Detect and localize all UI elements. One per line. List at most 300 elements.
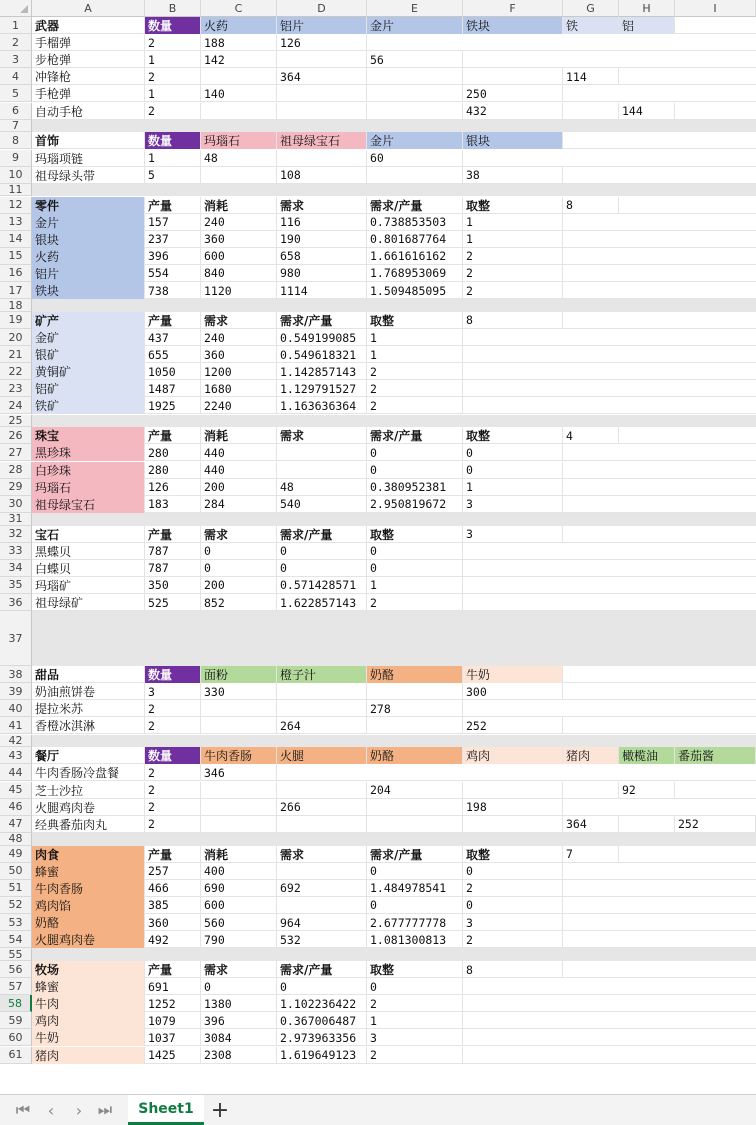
cell-b57[interactable]: 691 xyxy=(145,978,201,995)
first-sheet-icon[interactable]: ⏮ xyxy=(15,1100,31,1119)
cell-a59[interactable]: 鸡肉 xyxy=(32,1012,145,1029)
cell-d32[interactable]: 需求/产量 xyxy=(277,526,367,543)
cell-c46[interactable] xyxy=(201,799,277,816)
cell-d57[interactable]: 0 xyxy=(277,978,367,995)
cell-c5[interactable]: 140 xyxy=(201,85,277,102)
cell-c41[interactable] xyxy=(201,717,277,734)
cell-a43[interactable]: 餐厅 xyxy=(32,747,145,764)
cell-b20[interactable]: 437 xyxy=(145,329,201,346)
cell-c28[interactable]: 440 xyxy=(201,462,277,479)
prev-sheet-icon[interactable]: ‹ xyxy=(47,1100,55,1120)
cell-e14[interactable]: 0.801687764 xyxy=(367,231,463,248)
cell-e8[interactable]: 金片 xyxy=(367,132,463,149)
row-header-43[interactable]: 43 xyxy=(0,747,32,764)
cell-e41[interactable] xyxy=(367,717,463,734)
cell-c30[interactable]: 284 xyxy=(201,496,277,513)
cell-d38[interactable]: 橙子汁 xyxy=(277,666,367,683)
cell-f46[interactable]: 198 xyxy=(463,799,563,816)
cell-a60[interactable]: 牛奶 xyxy=(32,1029,145,1046)
row-header-11[interactable]: 11 xyxy=(0,184,32,197)
cell-b24[interactable]: 1925 xyxy=(145,397,201,414)
cell-a21[interactable]: 银矿 xyxy=(32,346,145,363)
cell-c44[interactable]: 346 xyxy=(201,764,277,781)
cell-d5[interactable] xyxy=(277,85,367,102)
cell-b26[interactable]: 产量 xyxy=(145,427,201,444)
cell-d24[interactable]: 1.163636364 xyxy=(277,397,367,414)
cell-d43[interactable]: 火腿 xyxy=(277,747,367,764)
row-header-44[interactable]: 44 xyxy=(0,764,32,781)
cell-a6[interactable]: 自动手枪 xyxy=(32,103,145,120)
separator-row[interactable] xyxy=(32,611,756,666)
cell-f27[interactable]: 0 xyxy=(463,444,563,461)
cell-b58[interactable]: 1252 xyxy=(145,995,201,1012)
cell-a50[interactable]: 蜂蜜 xyxy=(32,863,145,880)
column-header-b[interactable]: B xyxy=(145,0,201,17)
row-header-27[interactable]: 27 xyxy=(0,444,32,461)
cell-a5[interactable]: 手枪弹 xyxy=(32,85,145,102)
cell-a10[interactable]: 祖母绿头带 xyxy=(32,167,145,184)
cell-c2[interactable]: 188 xyxy=(201,34,277,51)
separator-row[interactable] xyxy=(32,833,756,846)
cell-c26[interactable]: 消耗 xyxy=(201,427,277,444)
row-header-56[interactable]: 56 xyxy=(0,961,32,978)
cell-b39[interactable]: 3 xyxy=(145,683,201,700)
cell-c12[interactable]: 消耗 xyxy=(201,197,277,214)
row-header-4[interactable]: 4 xyxy=(0,68,32,85)
cell-b43[interactable]: 数量 xyxy=(145,747,201,764)
row-header-33[interactable]: 33 xyxy=(0,543,32,560)
cell-b4[interactable]: 2 xyxy=(145,68,201,85)
cell-a30[interactable]: 祖母绿宝石 xyxy=(32,496,145,513)
cell-b21[interactable]: 655 xyxy=(145,346,201,363)
row-header-58[interactable]: 58 xyxy=(0,995,32,1012)
cell-c54[interactable]: 790 xyxy=(201,931,277,948)
cell-b53[interactable]: 360 xyxy=(145,914,201,931)
cell-a58[interactable]: 牛肉 xyxy=(32,995,145,1012)
cell-b30[interactable]: 183 xyxy=(145,496,201,513)
cell-b50[interactable]: 257 xyxy=(145,863,201,880)
cell-c50[interactable]: 400 xyxy=(201,863,277,880)
cell-b9[interactable]: 1 xyxy=(145,150,201,167)
cell-e24[interactable]: 2 xyxy=(367,397,463,414)
tab-sheet1[interactable]: Sheet1 xyxy=(128,1095,204,1125)
cell-b12[interactable]: 产量 xyxy=(145,197,201,214)
cell-f50[interactable]: 0 xyxy=(463,863,563,880)
cell-e52[interactable]: 0 xyxy=(367,897,463,914)
cell-c52[interactable]: 600 xyxy=(201,897,277,914)
cell-c6[interactable] xyxy=(201,103,277,120)
row-header-45[interactable]: 45 xyxy=(0,782,32,799)
cell-f14[interactable]: 1 xyxy=(463,231,563,248)
cell-c19[interactable]: 需求 xyxy=(201,312,277,329)
cell-a4[interactable]: 冲锋枪 xyxy=(32,68,145,85)
cell-b19[interactable]: 产量 xyxy=(145,312,201,329)
cell-e16[interactable]: 1.768953069 xyxy=(367,265,463,282)
cell-b38[interactable]: 数量 xyxy=(145,666,201,683)
cell-e36[interactable]: 2 xyxy=(367,594,463,611)
cell-e34[interactable]: 0 xyxy=(367,560,463,577)
cell-a15[interactable]: 火药 xyxy=(32,248,145,265)
cell-b36[interactable]: 525 xyxy=(145,594,201,611)
cell-c35[interactable]: 200 xyxy=(201,577,277,594)
cell-g12[interactable]: 8 xyxy=(563,197,619,214)
cell-c29[interactable]: 200 xyxy=(201,479,277,496)
cell-a35[interactable]: 玛瑙矿 xyxy=(32,577,145,594)
cell-b6[interactable]: 2 xyxy=(145,103,201,120)
cell-b33[interactable]: 787 xyxy=(145,543,201,560)
cell-g6[interactable] xyxy=(563,103,619,120)
row-header-14[interactable]: 14 xyxy=(0,231,32,248)
cell-d15[interactable]: 658 xyxy=(277,248,367,265)
cell-e4[interactable] xyxy=(367,68,463,85)
cell-f26[interactable]: 取整 xyxy=(463,427,563,444)
cell-c27[interactable]: 440 xyxy=(201,444,277,461)
cell-e33[interactable]: 0 xyxy=(367,543,463,560)
row-header-24[interactable]: 24 xyxy=(0,397,32,414)
cell-e56[interactable]: 取整 xyxy=(367,961,463,978)
cell-c36[interactable]: 852 xyxy=(201,594,277,611)
cell-a26[interactable]: 珠宝 xyxy=(32,427,145,444)
cell-a53[interactable]: 奶酪 xyxy=(32,914,145,931)
cell-d50[interactable] xyxy=(277,863,367,880)
cell-a12[interactable]: 零件 xyxy=(32,197,145,214)
row-header-3[interactable]: 3 xyxy=(0,51,32,68)
cell-a39[interactable]: 奶油煎饼卷 xyxy=(32,683,145,700)
column-header-c[interactable]: C xyxy=(201,0,277,17)
cell-d12[interactable]: 需求 xyxy=(277,197,367,214)
cell-e53[interactable]: 2.677777778 xyxy=(367,914,463,931)
column-header-e[interactable]: E xyxy=(367,0,463,17)
row-header-52[interactable]: 52 xyxy=(0,897,32,914)
cell-d3[interactable] xyxy=(277,51,367,68)
cell-d52[interactable] xyxy=(277,897,367,914)
cell-e43[interactable]: 奶酪 xyxy=(367,747,463,764)
row-header-32[interactable]: 32 xyxy=(0,526,32,543)
cell-f29[interactable]: 1 xyxy=(463,479,563,496)
cell-e6[interactable] xyxy=(367,103,463,120)
cell-e38[interactable]: 奶酪 xyxy=(367,666,463,683)
cell-a52[interactable]: 鸡肉馅 xyxy=(32,897,145,914)
cell-a27[interactable]: 黑珍珠 xyxy=(32,444,145,461)
select-all-corner[interactable] xyxy=(0,0,32,17)
cell-d19[interactable]: 需求/产量 xyxy=(277,312,367,329)
cell-d26[interactable]: 需求 xyxy=(277,427,367,444)
last-sheet-icon[interactable]: ⏭ xyxy=(97,1100,113,1119)
row-header-25[interactable]: 25 xyxy=(0,415,32,428)
row-header-28[interactable]: 28 xyxy=(0,462,32,479)
cell-b27[interactable]: 280 xyxy=(145,444,201,461)
cell-f49[interactable]: 取整 xyxy=(463,846,563,863)
cell-e40[interactable]: 278 xyxy=(367,700,463,717)
cell-c38[interactable]: 面粉 xyxy=(201,666,277,683)
row-header-22[interactable]: 22 xyxy=(0,363,32,380)
cell-e35[interactable]: 1 xyxy=(367,577,463,594)
cell-a34[interactable]: 白蝶贝 xyxy=(32,560,145,577)
cell-e54[interactable]: 1.081300813 xyxy=(367,931,463,948)
cell-b10[interactable]: 5 xyxy=(145,167,201,184)
cell-e45[interactable]: 204 xyxy=(367,782,463,799)
row-header-17[interactable]: 17 xyxy=(0,282,32,299)
cell-a45[interactable]: 芝士沙拉 xyxy=(32,782,145,799)
cell-b2[interactable]: 2 xyxy=(145,34,201,51)
row-header-8[interactable]: 8 xyxy=(0,132,32,149)
row-header-18[interactable]: 18 xyxy=(0,299,32,312)
row-header-39[interactable]: 39 xyxy=(0,683,32,700)
cell-c23[interactable]: 1680 xyxy=(201,380,277,397)
cell-c32[interactable]: 需求 xyxy=(201,526,277,543)
row-header-6[interactable]: 6 xyxy=(0,103,32,120)
cell-a2[interactable]: 手榴弹 xyxy=(32,34,145,51)
cell-d34[interactable]: 0 xyxy=(277,560,367,577)
cell-a33[interactable]: 黑蝶贝 xyxy=(32,543,145,560)
cell-b59[interactable]: 1079 xyxy=(145,1012,201,1029)
cell-d47[interactable] xyxy=(277,816,367,833)
row-header-26[interactable]: 26 xyxy=(0,427,32,444)
cell-e1[interactable]: 金片 xyxy=(367,17,463,34)
cell-a3[interactable]: 步枪弹 xyxy=(32,51,145,68)
cell-d16[interactable]: 980 xyxy=(277,265,367,282)
cell-b47[interactable]: 2 xyxy=(145,816,201,833)
cell-c17[interactable]: 1120 xyxy=(201,282,277,299)
add-sheet-icon[interactable]: + xyxy=(210,1097,230,1123)
cell-a13[interactable]: 金片 xyxy=(32,214,145,231)
cell-f8[interactable]: 银块 xyxy=(463,132,563,149)
cell-e29[interactable]: 0.380952381 xyxy=(367,479,463,496)
column-header-a[interactable]: A xyxy=(32,0,145,17)
cell-e51[interactable]: 1.484978541 xyxy=(367,880,463,897)
cell-d30[interactable]: 540 xyxy=(277,496,367,513)
column-header-h[interactable]: H xyxy=(619,0,675,17)
cell-d41[interactable]: 264 xyxy=(277,717,367,734)
cell-d29[interactable]: 48 xyxy=(277,479,367,496)
cell-a54[interactable]: 火腿鸡肉卷 xyxy=(32,931,145,948)
row-header-49[interactable]: 49 xyxy=(0,846,32,863)
cell-f54[interactable]: 2 xyxy=(463,931,563,948)
row-header-12[interactable]: 12 xyxy=(0,197,32,214)
row-header-1[interactable]: 1 xyxy=(0,17,32,34)
cell-e28[interactable]: 0 xyxy=(367,462,463,479)
row-header-54[interactable]: 54 xyxy=(0,931,32,948)
cell-g26[interactable]: 4 xyxy=(563,427,619,444)
cell-c53[interactable]: 560 xyxy=(201,914,277,931)
cell-c34[interactable]: 0 xyxy=(201,560,277,577)
row-header-42[interactable]: 42 xyxy=(0,735,32,748)
row-header-30[interactable]: 30 xyxy=(0,496,32,513)
cell-e59[interactable]: 1 xyxy=(367,1012,463,1029)
row-header-55[interactable]: 55 xyxy=(0,948,32,961)
cell-a32[interactable]: 宝石 xyxy=(32,526,145,543)
cell-f19[interactable]: 8 xyxy=(463,312,563,329)
cell-f51[interactable]: 2 xyxy=(463,880,563,897)
cell-d27[interactable] xyxy=(277,444,367,461)
row-header-53[interactable]: 53 xyxy=(0,914,32,931)
cell-e17[interactable]: 1.509485095 xyxy=(367,282,463,299)
cell-e61[interactable]: 2 xyxy=(367,1047,463,1064)
cell-c51[interactable]: 690 xyxy=(201,880,277,897)
cell-f1[interactable]: 铁块 xyxy=(463,17,563,34)
cell-c57[interactable]: 0 xyxy=(201,978,277,995)
cell-f13[interactable]: 1 xyxy=(463,214,563,231)
cell-a56[interactable]: 牧场 xyxy=(32,961,145,978)
row-header-46[interactable]: 46 xyxy=(0,799,32,816)
cell-d33[interactable]: 0 xyxy=(277,543,367,560)
cell-b49[interactable]: 产量 xyxy=(145,846,201,863)
cell-c61[interactable]: 2308 xyxy=(201,1047,277,1064)
cell-h6[interactable]: 144 xyxy=(619,103,675,120)
cell-a16[interactable]: 铝片 xyxy=(32,265,145,282)
row-header-7[interactable]: 7 xyxy=(0,120,32,133)
cell-f52[interactable]: 0 xyxy=(463,897,563,914)
cell-g43[interactable]: 猪肉 xyxy=(563,747,619,764)
cell-e23[interactable]: 2 xyxy=(367,380,463,397)
cell-f43[interactable]: 鸡肉 xyxy=(463,747,563,764)
row-header-10[interactable]: 10 xyxy=(0,167,32,184)
cell-b16[interactable]: 554 xyxy=(145,265,201,282)
cell-d1[interactable]: 铝片 xyxy=(277,17,367,34)
cell-e13[interactable]: 0.738853503 xyxy=(367,214,463,231)
cell-f39[interactable]: 300 xyxy=(463,683,563,700)
row-header-21[interactable]: 21 xyxy=(0,346,32,363)
cell-e3[interactable]: 56 xyxy=(367,51,463,68)
row-header-59[interactable]: 59 xyxy=(0,1012,32,1029)
cell-a20[interactable]: 金矿 xyxy=(32,329,145,346)
cell-e26[interactable]: 需求/产量 xyxy=(367,427,463,444)
row-header-5[interactable]: 5 xyxy=(0,85,32,102)
cell-h1[interactable]: 铝 xyxy=(619,17,675,34)
cell-b17[interactable]: 738 xyxy=(145,282,201,299)
cell-b22[interactable]: 1050 xyxy=(145,363,201,380)
cell-c3[interactable]: 142 xyxy=(201,51,277,68)
cell-d40[interactable] xyxy=(277,700,367,717)
cell-c20[interactable]: 240 xyxy=(201,329,277,346)
cell-d22[interactable]: 1.142857143 xyxy=(277,363,367,380)
cell-e22[interactable]: 2 xyxy=(367,363,463,380)
row-header-48[interactable]: 48 xyxy=(0,833,32,846)
cell-d35[interactable]: 0.571428571 xyxy=(277,577,367,594)
cell-g1[interactable]: 铁 xyxy=(563,17,619,34)
row-header-9[interactable]: 9 xyxy=(0,150,32,167)
cell-f32[interactable]: 3 xyxy=(463,526,563,543)
separator-row[interactable] xyxy=(32,415,756,428)
cell-a47[interactable]: 经典番茄肉丸 xyxy=(32,816,145,833)
cell-g49[interactable]: 7 xyxy=(563,846,619,863)
cell-b5[interactable]: 1 xyxy=(145,85,201,102)
row-header-35[interactable]: 35 xyxy=(0,577,32,594)
cell-h47[interactable] xyxy=(619,816,675,833)
cell-b61[interactable]: 1425 xyxy=(145,1047,201,1064)
cell-a9[interactable]: 玛瑙项链 xyxy=(32,150,145,167)
next-sheet-icon[interactable]: › xyxy=(75,1100,83,1120)
cell-c43[interactable]: 牛肉香肠 xyxy=(201,747,277,764)
cell-e32[interactable]: 取整 xyxy=(367,526,463,543)
cell-e10[interactable] xyxy=(367,167,463,184)
cell-e27[interactable]: 0 xyxy=(367,444,463,461)
cell-d6[interactable] xyxy=(277,103,367,120)
separator-row[interactable] xyxy=(32,299,756,312)
cell-a44[interactable]: 牛肉香肠冷盘餐 xyxy=(32,764,145,781)
column-header-g[interactable]: G xyxy=(563,0,619,17)
cell-d36[interactable]: 1.622857143 xyxy=(277,594,367,611)
row-header-38[interactable]: 38 xyxy=(0,666,32,683)
cell-c49[interactable]: 消耗 xyxy=(201,846,277,863)
cell-c58[interactable]: 1380 xyxy=(201,995,277,1012)
cell-b14[interactable]: 237 xyxy=(145,231,201,248)
cell-e30[interactable]: 2.950819672 xyxy=(367,496,463,513)
cell-a1[interactable]: 武器 xyxy=(32,17,145,34)
cell-a17[interactable]: 铁块 xyxy=(32,282,145,299)
cell-c33[interactable]: 0 xyxy=(201,543,277,560)
cell-b45[interactable]: 2 xyxy=(145,782,201,799)
row-header-51[interactable]: 51 xyxy=(0,880,32,897)
cell-d54[interactable]: 532 xyxy=(277,931,367,948)
cell-h43[interactable]: 橄榄油 xyxy=(619,747,675,764)
cell-g4[interactable]: 114 xyxy=(563,68,619,85)
row-header-34[interactable]: 34 xyxy=(0,560,32,577)
cell-b34[interactable]: 787 xyxy=(145,560,201,577)
cell-b1[interactable]: 数量 xyxy=(145,17,201,34)
separator-row[interactable] xyxy=(32,184,756,197)
cell-e58[interactable]: 2 xyxy=(367,995,463,1012)
cell-d59[interactable]: 0.367006487 xyxy=(277,1012,367,1029)
cell-d56[interactable]: 需求/产量 xyxy=(277,961,367,978)
cell-c22[interactable]: 1200 xyxy=(201,363,277,380)
cell-f53[interactable]: 3 xyxy=(463,914,563,931)
cell-b32[interactable]: 产量 xyxy=(145,526,201,543)
cell-d8[interactable]: 祖母绿宝石 xyxy=(277,132,367,149)
cell-c8[interactable]: 玛瑙石 xyxy=(201,132,277,149)
cell-c21[interactable]: 360 xyxy=(201,346,277,363)
cell-c45[interactable] xyxy=(201,782,277,799)
cell-g47[interactable]: 364 xyxy=(563,816,619,833)
row-header-50[interactable]: 50 xyxy=(0,863,32,880)
cell-d61[interactable]: 1.619649123 xyxy=(277,1047,367,1064)
cell-d45[interactable] xyxy=(277,782,367,799)
cell-f10[interactable]: 38 xyxy=(463,167,563,184)
cell-b56[interactable]: 产量 xyxy=(145,961,201,978)
cell-d49[interactable]: 需求 xyxy=(277,846,367,863)
cell-f16[interactable]: 2 xyxy=(463,265,563,282)
cell-b23[interactable]: 1487 xyxy=(145,380,201,397)
cell-b3[interactable]: 1 xyxy=(145,51,201,68)
cell-d51[interactable]: 692 xyxy=(277,880,367,897)
cell-a29[interactable]: 玛瑙石 xyxy=(32,479,145,496)
cell-c24[interactable]: 2240 xyxy=(201,397,277,414)
row-header-20[interactable]: 20 xyxy=(0,329,32,346)
cell-f30[interactable]: 3 xyxy=(463,496,563,513)
cell-b35[interactable]: 350 xyxy=(145,577,201,594)
cell-d53[interactable]: 964 xyxy=(277,914,367,931)
cell-b46[interactable]: 2 xyxy=(145,799,201,816)
cell-e12[interactable]: 需求/产量 xyxy=(367,197,463,214)
cell-c56[interactable]: 需求 xyxy=(201,961,277,978)
cell-f6[interactable]: 432 xyxy=(463,103,563,120)
cell-b60[interactable]: 1037 xyxy=(145,1029,201,1046)
cell-a51[interactable]: 牛肉香肠 xyxy=(32,880,145,897)
cell-c15[interactable]: 600 xyxy=(201,248,277,265)
cell-b28[interactable]: 280 xyxy=(145,462,201,479)
separator-row[interactable] xyxy=(32,948,756,961)
cell-e47[interactable] xyxy=(367,816,463,833)
cell-h45[interactable]: 92 xyxy=(619,782,675,799)
row-header-2[interactable]: 2 xyxy=(0,34,32,51)
cell-d21[interactable]: 0.549618321 xyxy=(277,346,367,363)
cell-b52[interactable]: 385 xyxy=(145,897,201,914)
cell-b41[interactable]: 2 xyxy=(145,717,201,734)
cell-b29[interactable]: 126 xyxy=(145,479,201,496)
cell-i47[interactable]: 252 xyxy=(675,816,756,833)
cell-b44[interactable]: 2 xyxy=(145,764,201,781)
row-header-15[interactable]: 15 xyxy=(0,248,32,265)
